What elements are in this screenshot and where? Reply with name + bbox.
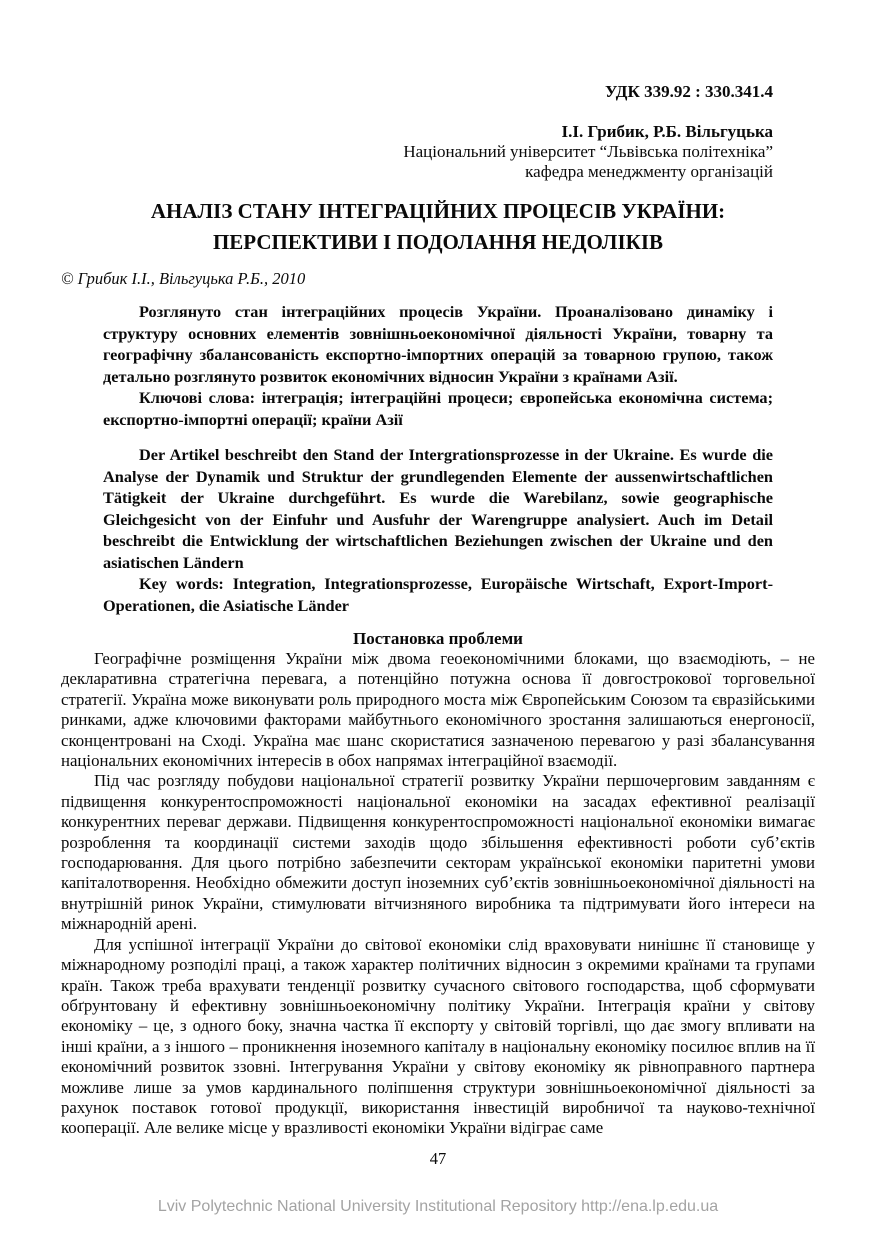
keywords-english: Key words: Integration, Integrationsprozesse, Europäische Wirtschaft, Export-Import-Operationen, die Asiatische Länder xyxy=(103,574,773,615)
article-title-line1: АНАЛІЗ СТАНУ ІНТЕГРАЦІЙНИХ ПРОЦЕСІВ УКРАЇНИ: xyxy=(150,199,726,223)
section-heading: Постановка проблеми xyxy=(353,629,523,648)
body-paragraph-2: Під час розгляду побудови національної стратегії розвитку України першочерговим завданням є підвищення конкурентоспроможності національної економіки на засадах ефективної реалізації конкурентних переваг держави. Підвищення конкурентоспроможності національної економіки вимагає розроблення та координації системи заходів щодо збільшення ефективності роботи суб’єктів господарювання. Для цього потрібно забезпечити секторам української економіки паритетні умови капіталотворення. Необхідно обмежити доступ іноземних суб’єктів зовнішньоекономічної діяльності на внутрішній ринок України, стимулювати вітчизняного виробника та підтримувати його інтереси на міжнародній арені. xyxy=(61,771,815,934)
authors-line: І.І. Грибик, Р.Б. Вільгуцька xyxy=(561,122,773,141)
department-line: кафедра менеджменту організацій xyxy=(525,162,773,181)
abstract-ukrainian-text: Розглянуто стан інтеграційних процесів України. Проаналізовано динаміку і структуру основних елементів зовнішньоекономічної діяльності України, товарну та географічну збалансованість експортно-імпортних операцій за товарною групою, також детально розглянуто розвиток економічних відносин України з країнами Азії. xyxy=(103,302,773,386)
abstract-german-text: Der Artikel beschreibt den Stand der Intergrationsprozesse in der Ukraine. Es wurde die Analyse der Dynamik und Struktur der grundlegenden Elemente der aussenwirtschaftlichen Tätigkeit der Ukraine durchgeführt. Es wurde die Warebilanz, sowie geographische Gleichgesicht von der Einfuhr und Ausfuhr der Warengruppe analysiert. Auch im Detail beschreibt die Entwicklung der wirtschaftlichen Beziehungen zwischen der Ukraine und den asiatischen Ländern xyxy=(103,445,773,572)
abstract-german xyxy=(103,444,773,616)
body-paragraph-3: Для успішної інтеграції України до світової економіки слід враховувати нинішнє її становище у міжнародному розподілі праці, а також характер політичних відносин з окремими країнами та групами країн. Також треба врахувати тенденції розвитку сучасного світового господарства, щоб сформувати обґрунтовану й ефективну зовнішньоекономічну політику України. Інтеграція країни у світову економіку – це, з одного боку, значна частка її експорту у світовій торгівлі, що дає змогу впливати на інші країни, а з іншого – проникнення іноземного капіталу в національну економіку посилює вплив на її економічний розвиток ззовні. Інтегрування України у світову економіку як рівноправного партнера можливе лише за умов кардинального поліпшення структури зовнішньоекономічної діяльності за рахунок поставок готової продукції, використання інвестицій виробничої та науково-технічної кооперації. Але велике місце у вразливості економіки України відіграє саме xyxy=(61,934,815,1138)
paper-header xyxy=(103,82,773,182)
abstract-ukrainian xyxy=(103,301,773,430)
page-number: 47 xyxy=(429,1149,447,1168)
article-title-line2: ПЕРСПЕКТИВИ І ПОДОЛАННЯ НЕДОЛІКІВ xyxy=(212,230,664,254)
article-title xyxy=(61,196,815,258)
body-paragraph-1: Географічне розміщення України між двома геоекономічними блоками, що взаємодіють, – не декларативна стратегічна перевага, а потенційно потужна основа її довгострокової торговельної стратегії. Україна може виконувати роль природного моста між Європейським Союзом та євразійськими ринками, адже ключовими факторами майбутнього економічного зростання залишаються енергоносії, сконцентровані на Сході. Україна має шанс скористатися зазначеною перевагою у разі збалансування національних економічних інтересів в обох напрямах інтеграційної взаємодії. xyxy=(61,649,815,771)
udc-code: УДК 339.92 : 330.341.4 xyxy=(605,82,773,101)
affiliation-line: Національний університет “Львівська політехніка” xyxy=(403,142,773,161)
copyright-line: © Грибик І.І., Вільгуцька Р.Б., 2010 xyxy=(61,269,306,288)
repository-footer: Lviv Polytechnic National University Institutional Repository http://ena.lp.edu.ua xyxy=(157,1198,719,1215)
keywords-ukrainian: Ключові слова: інтеграція; інтеграційні процеси; європейська економічна система; експортно-імпортні операції; країни Азії xyxy=(103,388,773,429)
